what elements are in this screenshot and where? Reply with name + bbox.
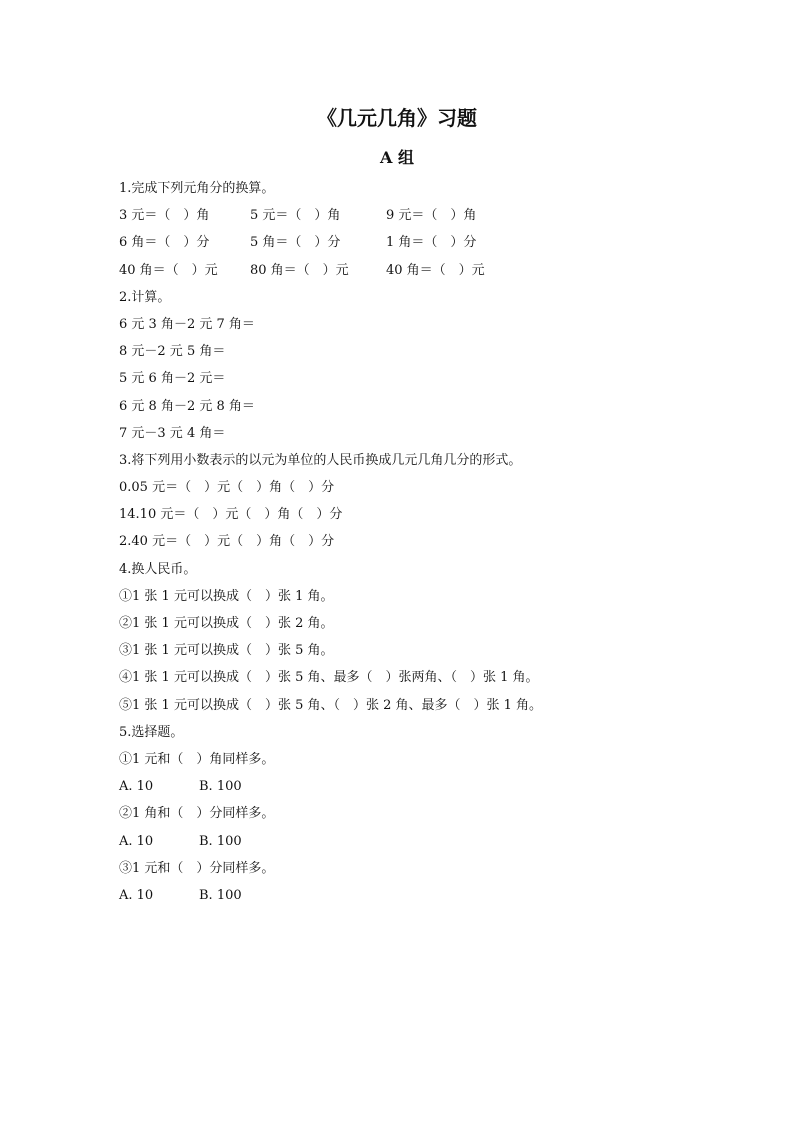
choice-question-stem: ①1 元和（ ）角同样多。 [119, 751, 275, 767]
exchange-item: ⑤1 张 1 元可以换成（ ）张 5 角、（ ）张 2 角、最多（ ）张 1 角。 [119, 697, 543, 713]
conversion-item: 40 角＝（ ）元 [386, 262, 485, 278]
decimal-conversion-item: 2.40 元＝（ ）元（ ）角（ ）分 [119, 534, 335, 550]
question-4-heading: 4.换人民币。 [119, 561, 197, 577]
conversion-row [119, 202, 719, 229]
question-5-heading: 5.选择题。 [119, 724, 184, 740]
option-b: B. 100 [199, 887, 242, 903]
conversion-item: 5 角＝（ ）分 [250, 235, 341, 251]
question-2-heading: 2.计算。 [119, 289, 171, 305]
page-title: 《几元几角》习题 [317, 106, 477, 130]
worksheet-content [119, 175, 719, 909]
calculation-item: 6 元 3 角－2 元 7 角＝ [119, 316, 255, 332]
option-a: A. 10 [119, 887, 154, 903]
option-a: A. 10 [119, 779, 154, 795]
conversion-item: 9 元＝（ ）角 [386, 208, 477, 224]
conversion-item: 6 角＝（ ）分 [119, 235, 210, 251]
option-a: A. 10 [119, 833, 154, 849]
choice-options-row [119, 882, 719, 909]
option-b: B. 100 [199, 779, 242, 795]
calculation-item: 5 元 6 角－2 元＝ [119, 371, 226, 387]
conversion-item: 5 元＝（ ）角 [250, 208, 341, 224]
decimal-conversion-item: 14.10 元＝（ ）元（ ）角（ ）分 [119, 507, 343, 523]
question-1-heading: 1.完成下列元角分的换算。 [119, 181, 275, 196]
exchange-item: ②1 张 1 元可以换成（ ）张 2 角。 [119, 616, 334, 631]
decimal-conversion-item: 0.05 元＝（ ）元（ ）角（ ）分 [119, 480, 335, 496]
calculation-item: 8 元－2 元 5 角＝ [119, 344, 226, 360]
choice-question-stem: ③1 元和（ ）分同样多。 [119, 860, 275, 876]
group-heading: A 组 [380, 148, 414, 167]
conversion-item: 80 角＝（ ）元 [250, 262, 349, 278]
conversion-row [119, 257, 719, 284]
option-b: B. 100 [199, 833, 242, 849]
choice-options-row [119, 828, 719, 855]
question-3-heading: 3.将下列用小数表示的以元为单位的人民币换成几元几角几分的形式。 [119, 452, 522, 468]
choice-options-row [119, 773, 719, 800]
conversion-row [119, 229, 719, 256]
calculation-item: 7 元－3 元 4 角＝ [119, 425, 226, 441]
calculation-item: 6 元 8 角－2 元 8 角＝ [119, 398, 255, 414]
conversion-item: 40 角＝（ ）元 [119, 262, 218, 278]
exchange-item: ①1 张 1 元可以换成（ ）张 1 角。 [119, 588, 334, 604]
exchange-item: ④1 张 1 元可以换成（ ）张 5 角、最多（ ）张两角、（ ）张 1 角。 [119, 670, 539, 686]
choice-question-stem: ②1 角和（ ）分同样多。 [119, 806, 275, 822]
exchange-item: ③1 张 1 元可以换成（ ）张 5 角。 [119, 643, 334, 659]
conversion-item: 3 元＝（ ）角 [119, 208, 210, 224]
conversion-item: 1 角＝（ ）分 [386, 235, 477, 251]
